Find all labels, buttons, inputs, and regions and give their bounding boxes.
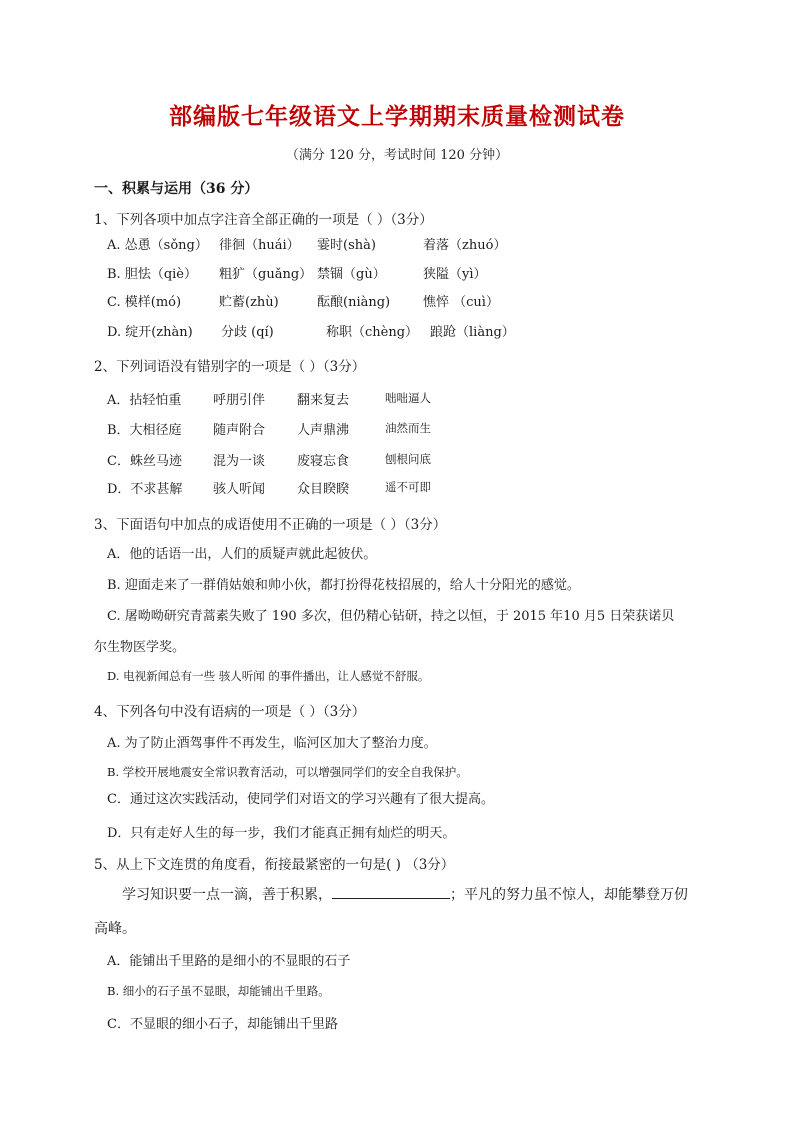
option-d-2: 分歧 (qí) [221,325,274,340]
option-b-2: 随声附合 [213,423,266,438]
exam-subtitle: （满分 120 分，考试时间 120 分钟） [285,148,509,163]
question-5-passage [122,884,688,904]
option-b-3: 人声鼎沸 [297,423,350,438]
option-c-2: 贮蓄(zhù) [219,295,279,310]
option-b-1: B. 胆怯（qiè） [107,267,197,282]
question-5-stem: 5、从上下文连贯的角度看，衔接最紧密的一句是( ) （3分） [94,857,455,873]
question-3-option-b: B. 迎面走来了一群俏姑娘和帅小伙，都打扮得花枝招展的，给人十分阳光的感觉。 [107,578,580,593]
question-3-option-c-continued: 尔生物医学奖。 [94,640,186,655]
option-a-4: 咄咄逼人 [385,391,431,405]
option-d-4: 踉跄（liàng） [430,325,515,340]
question-2-stem: 2、下列词语没有错别字的一项是（ ）（3分） [94,359,366,375]
option-d-1: D．不求甚解 [107,482,183,497]
question-5-passage-continued: 高峰。 [94,921,136,937]
question-4-option-c: C．通过这次实践活动，使同学们对语文的学习兴趣有了很大提高。 [107,792,494,807]
question-3-option-d: D. 电视新闻总有一些 骇人听闻 的事件播出，让人感觉不舒服。 [107,669,430,683]
option-b-3: 禁锢（gù） [317,267,386,282]
option-a-1: A. 怂恿（sǒng） [107,238,208,253]
exam-title: 部编版七年级语文上学期期末质量检测试卷 [169,103,625,130]
option-c-1: C. 模样(mó) [107,295,182,310]
option-c-4: 刨根问底 [385,452,431,466]
option-c-1: C．蛛丝马迹 [107,454,182,469]
question-4-stem: 4、下列各句中没有语病的一项是（ ）（3分） [94,704,366,720]
option-d-4: 遥不可即 [385,480,431,494]
option-a-2: 徘徊（huái） [219,238,300,253]
question-3-stem: 3、下面语句中加点的成语使用不正确的一项是（ ）（3分） [94,517,447,533]
option-b-1: B．大相径庭 [107,423,182,438]
passage-text-after: ；平凡的努力虽不惊人，却能攀登万仞 [450,887,688,903]
option-b-4: 油然而生 [385,421,431,435]
question-3-option-c: C. 屠呦呦研究青蒿素失败了 190 多次，但仍精心钻研，持之以恒，于 2015 年10 月5 日荣获诺贝 [107,609,675,624]
option-d-3: 称职（chèng） [326,325,419,340]
option-d-3: 众目睽睽 [297,482,350,497]
option-c-2: 混为一谈 [213,454,266,469]
answer-blank[interactable] [332,886,450,899]
option-a-3: 霎时(shà) [317,238,376,253]
option-a-2: 呼朋引伴 [213,393,266,408]
option-c-3: 废寝忘食 [297,454,350,469]
option-c-4: 憔悴 （cuì） [423,295,499,310]
question-5-option-b: B. 细小的石子虽不显眼，却能铺出千里路。 [107,984,330,998]
question-5-option-a: A．能铺出千里路的是细小的不显眼的石子 [107,954,351,969]
question-4-option-d: D．只有走好人生的每一步，我们才能真正拥有灿烂的明天。 [107,826,456,841]
option-a-3: 翻来复去 [297,393,350,408]
section-heading: 一、积累与运用（36 分） [94,181,259,197]
option-c-3: 酝酿(niàng) [317,295,391,310]
question-4-option-a: A. 为了防止酒驾事件不再发生，临河区加大了整治力度。 [107,736,437,751]
option-a-4: 着落（zhuó） [423,238,507,253]
option-d-1: D. 绽开(zhàn) [107,325,193,340]
question-5-option-c: C．不显眼的细小石子，却能铺出千里路 [107,1017,338,1032]
option-a-1: A．拈轻怕重 [107,393,182,408]
question-3-option-a: A．他的话语一出，人们的质疑声就此起彼伏。 [107,547,377,562]
question-4-option-b: B. 学校开展地震安全常识教育活动，可以增强同学们的安全自我保护。 [107,765,468,779]
passage-text-before: 学习知识要一点一滴，善于积累， [122,887,332,903]
option-d-2: 骇人听闻 [213,482,266,497]
option-b-2: 粗犷（guǎng） [219,267,313,282]
option-b-4: 狭隘（yì） [423,267,487,282]
question-1-stem: 1、下列各项中加点字注音全部正确的一项是（ ）（3分） [94,212,433,228]
